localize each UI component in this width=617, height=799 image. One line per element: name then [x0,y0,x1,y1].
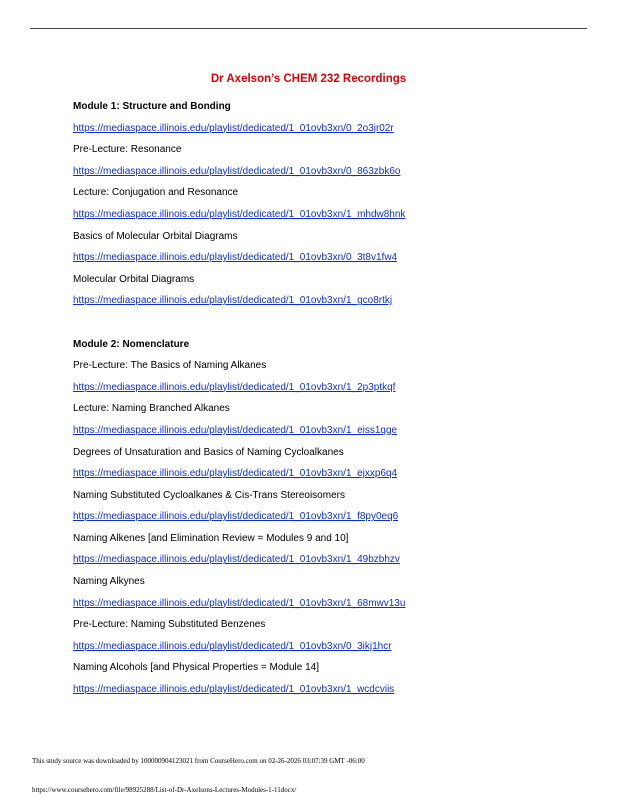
recording-link[interactable]: https://mediaspace.illinois.edu/playlist/dedicated/1_01ovb3xn/1_eiss1qge [73,424,398,436]
recording-title: Pre-Lecture: The Basics of Naming Alkanes [73,360,267,372]
document-title: Dr Axelson’s CHEM 232 Recordings [210,73,407,85]
recording-link[interactable]: https://mediaspace.illinois.edu/playlist/dedicated/1_01ovb3xn/1_68mwv13u [73,597,406,609]
download-note: This study source was downloaded by 100000904123021 from CourseHero.com on 02-26-2026 03:07:39 GMT -06:00 [32,757,365,765]
recording-link[interactable]: https://mediaspace.illinois.edu/playlist/dedicated/1_01ovb3xn/1_mhdw8hnk [73,208,406,220]
recording-title: Basics of Molecular Orbital Diagrams [73,230,238,242]
recording-title: Naming Alcohols [and Physical Properties = Module 14] [73,662,319,674]
recording-link[interactable]: https://mediaspace.illinois.edu/playlist/dedicated/1_01ovb3xn/1_wcdcviis [73,684,395,696]
recording-title: Lecture: Naming Branched Alkanes [73,403,230,415]
recording-link[interactable]: https://mediaspace.illinois.edu/playlist/dedicated/1_01ovb3xn/1_ejxxp6q4 [73,468,398,480]
recording-link[interactable]: https://mediaspace.illinois.edu/playlist/dedicated/1_01ovb3xn/0_3ikj1hcr [73,640,392,652]
recording-link[interactable]: https://mediaspace.illinois.edu/playlist/dedicated/1_01ovb3xn/0_3t8v1fw4 [73,252,398,264]
recording-title: Lecture: Conjugation and Resonance [73,187,239,199]
recording-link[interactable]: https://mediaspace.illinois.edu/playlist/dedicated/1_01ovb3xn/1_f8py0eq6 [73,511,399,523]
module-1-heading-rest: : Structure and Bonding [116,101,231,112]
recording-title: Naming Substituted Cycloalkanes & Cis-Trans Stereoisomers [73,489,345,501]
document-body [73,96,593,701]
recording-link[interactable]: https://mediaspace.illinois.edu/playlist/dedicated/1_01ovb3xn/0_2o3jr02r [73,122,394,134]
recording-title: Naming Alkynes [73,576,145,588]
recording-link[interactable]: https://mediaspace.illinois.edu/playlist/dedicated/1_01ovb3xn/1_gco8rtkj [73,295,393,307]
recording-link[interactable]: https://mediaspace.illinois.edu/playlist/dedicated/1_01ovb3xn/1_2p3ptkqf [73,381,396,393]
recording-title: Degrees of Unsaturation and Basics of Naming Cycloalkanes [73,446,344,458]
recording-title: Naming Alkenes [and Elimination Review = Modules 9 and 10] [73,532,349,544]
recording-link[interactable]: https://mediaspace.illinois.edu/playlist/dedicated/1_01ovb3xn/0_863zbk6o [73,165,401,177]
recording-title: Pre-Lecture: Naming Substituted Benzenes [73,619,266,631]
module-1-heading [73,96,593,118]
module-1-heading-prefix: Module 1 [73,101,117,112]
source-url[interactable]: https://www.coursehero.com/file/98925288/List-of-Dr-Axelsons-Lectures-Modules-1-11docx/ [32,786,297,794]
header-rule [30,28,587,29]
module-2-heading: Module 2: Nomenclature [73,338,190,350]
section-spacer [73,312,593,334]
recording-link[interactable]: https://mediaspace.illinois.edu/playlist/dedicated/1_01ovb3xn/1_49bzbhzv [73,554,400,566]
recording-title: Pre-Lecture: Resonance [73,144,182,156]
recording-title: Molecular Orbital Diagrams [73,273,195,285]
